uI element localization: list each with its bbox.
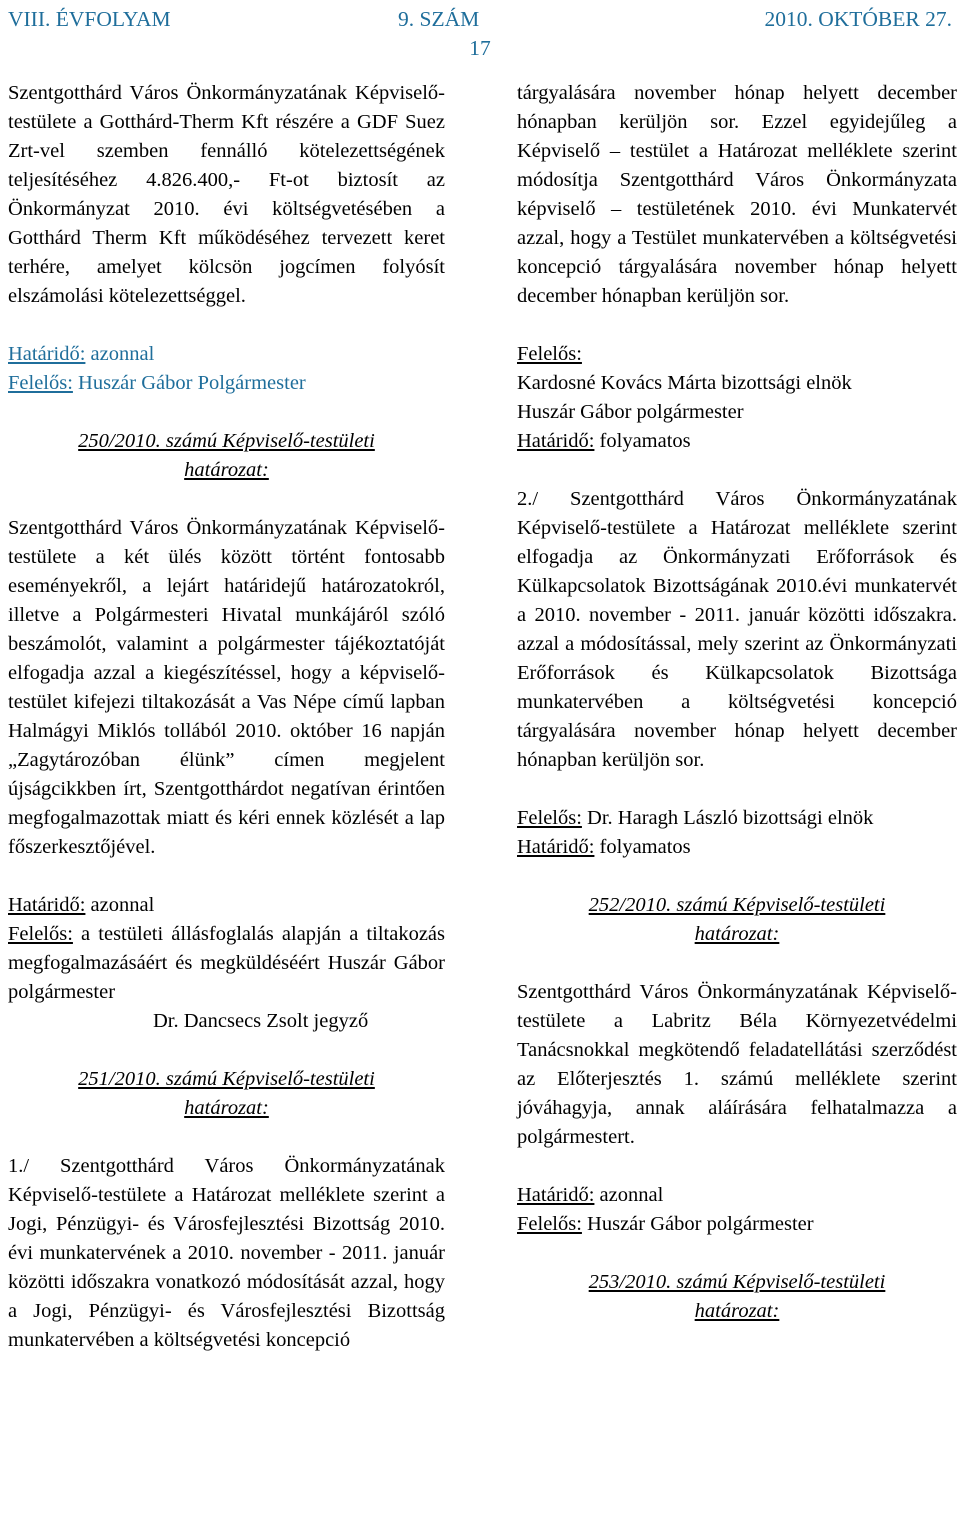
deadline-label: Határidő: — [517, 1184, 595, 1206]
page-number: 17 — [469, 36, 491, 60]
right-column — [517, 79, 957, 1326]
resolution-253-title: 253/2010. számú Képviselő-testületi határozat: — [588, 1271, 886, 1322]
responsible-person: Kardosné Kovács Márta bizottsági elnök — [517, 372, 852, 394]
responsible-line — [517, 804, 957, 833]
page-header — [8, 5, 952, 33]
deadline-label: Határidő: — [8, 894, 86, 916]
responsible-label: Felelős: — [517, 343, 582, 365]
resolution-250-text: Szentgotthárd Város Önkormányzatának Képviselő-testülete a két ülés között történt fontosabb eseményekről, a lejárt határidejű határozatokról, illetve a Polgármesteri Hivatal munkájáról szóló beszámolót, valamint a polgármester tájékoztatóját elfogadja azzal a kiegészítéssel, hogy a képviselő-testület kifejezi tiltakozását a Vas Népe című lapban Halmágyi Miklós tollából 2010. október 16 napján „Zagytározóban élünk” címen megjelent újságcikkben írt, Szentgotthárdot negatívan érintően megfogalmazottak miatt és kéri ennek közlését a lap főszerkesztőjével. — [8, 517, 445, 858]
deadline-line — [517, 833, 957, 862]
left-column — [8, 79, 445, 1355]
deadline-line — [8, 891, 445, 920]
intro-paragraph: Szentgotthárd Város Önkormányzatának Képviselő-testülete a Gotthárd-Therm Kft részére a GDF Suez Zrt-vel szemben fennálló kötelezettségének teljesítéséhez 4.826.400,- Ft-ot biztosít az Önkormányzat 2010. évi költségvetésében a Gotthárd Therm Kft működéséhez tervezett keret terhére, amelyet kölcsön jogcímen folyósít elszámolási kötelezettséggel. — [8, 82, 445, 307]
responsible-value: Huszár Gábor Polgármester — [72, 372, 306, 394]
resolution-252-text: Szentgotthárd Város Önkormányzatának Képviselő-testülete a Labritz Béla Környezetvédelmi Tanácsnokkal megkötendő feladatellátási szerződést az Előterjesztés 1. számú melléklete szerint jóváhagyja, annak aláírására felhatalmazza a polgármestert. — [517, 981, 957, 1148]
volume-label: VIII. ÉVFOLYAM — [8, 7, 171, 31]
deadline-label: Határidő: — [8, 343, 86, 365]
issue-label: 9. SZÁM — [398, 7, 480, 31]
deadline-line — [517, 427, 957, 456]
responsible-label: Felelős: — [8, 923, 73, 945]
deadline-value: folyamatos — [594, 430, 691, 452]
deadline-value: azonnal — [85, 343, 155, 365]
responsible-value: a testületi állásfoglalás alapján a tiltakozás megfogalmazásáért és megküldéséért Huszár Gábor polgármester — [8, 923, 445, 1003]
deadline-line — [8, 340, 445, 369]
resolution-251-text: 1./ Szentgotthárd Város Önkormányzatának Képviselő-testülete a Határozat melléklete szerint a Jogi, Pénzügyi- és Városfejlesztési Bizottság 2010. évi munkatervének a 2010. november - 2011. január közötti időszakra vonatkozó módosítását azzal, hogy a Jogi, Pénzügyi- és Városfejlesztési Bizottság munkatervében a költségvetési koncepció — [8, 1155, 445, 1351]
deadline-label: Határidő: — [517, 430, 595, 452]
responsible-line — [517, 1210, 957, 1239]
responsible-extra: Dr. Dancsecs Zsolt jegyző — [153, 1010, 369, 1032]
deadline-line — [517, 1181, 957, 1210]
deadline-value: azonnal — [594, 1184, 664, 1206]
point-2-paragraph: 2./ Szentgotthárd Város Önkormányzatának Képviselő-testülete a Határozat melléklete szerint elfogadja az Önkormányzati Erőforrások és Külkapcsolatok Bizottságának 2010.évi munkatervét a 2010. november - 2011. január közötti időszakra. azzal a módosítással, mely szerint az Önkormányzati Erőforrások és Külkapcsolatok Bizottsága munkatervében a költségvetési koncepció tárgyalására november hónap helyett december hónapban kerüljön sor. — [517, 488, 957, 771]
date-label: 2010. OKTÓBER 27. — [764, 7, 952, 31]
deadline-label: Határidő: — [517, 836, 595, 858]
responsible-line — [517, 340, 957, 369]
responsible-label: Felelős: — [517, 1213, 582, 1235]
responsible-person: Huszár Gábor polgármester — [517, 401, 744, 423]
responsible-value: Dr. Haragh László bizottsági elnök — [581, 807, 874, 829]
responsible-line — [8, 369, 445, 398]
responsible-label: Felelős: — [517, 807, 582, 829]
resolution-250-title: 250/2010. számú Képviselő-testületi határozat: — [78, 430, 375, 481]
responsible-value: Huszár Gábor polgármester — [581, 1213, 814, 1235]
deadline-value: azonnal — [85, 894, 155, 916]
resolution-251-title: 251/2010. számú Képviselő-testületi határozat: — [78, 1068, 375, 1119]
responsible-line — [8, 920, 445, 1007]
resolution-252-title: 252/2010. számú Képviselő-testületi határozat: — [588, 894, 886, 945]
deadline-value: folyamatos — [594, 836, 691, 858]
continued-paragraph: tárgyalására november hónap helyett december hónapban kerüljön sor. Ezzel egyidejűleg a Képviselő – testület a Határozat melléklete szerint módosítja Szentgotthárd Város Önkormányzata képviselő – testületének 2010. évi Munkatervét azzal, hogy a Testület munkatervében a költségvetési koncepció tárgyalására november hónap helyett december hónapban kerüljön sor. — [517, 82, 957, 307]
responsible-label: Felelős: — [8, 372, 73, 394]
